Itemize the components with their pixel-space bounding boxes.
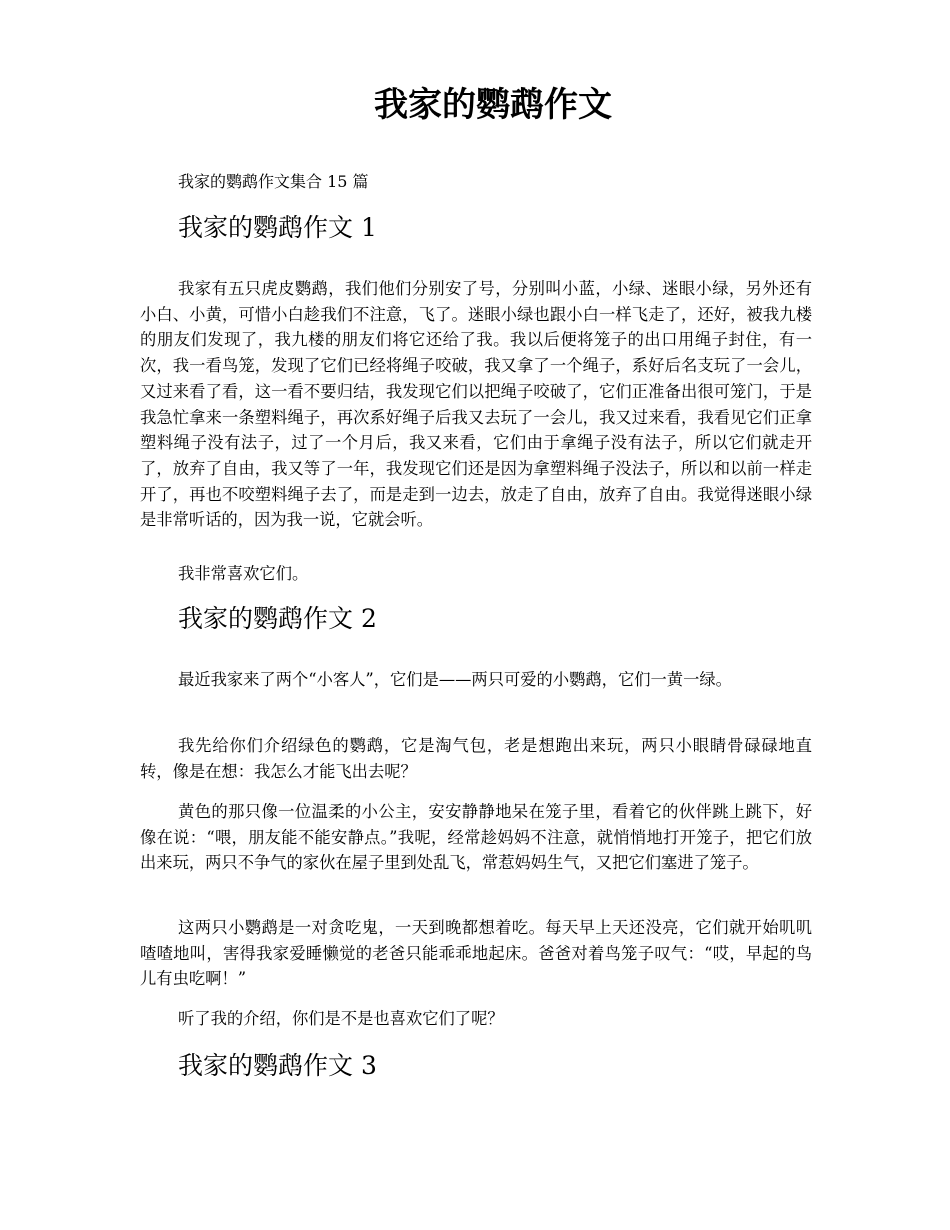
paragraph: 黄色的那只像一位温柔的小公主，安安静静地呆在笼子里，看着它的伙伴跳上跳下，好像在说：“喂，朋友能不能安静点。”我呢，经常趁妈妈不注意，就悄悄地打开笼子，把它们放出来玩，两只不争气的家伙在屋子里到处乱飞，常惹妈妈生气，又把它们塞进了笼子。 [140,802,812,873]
paragraph: 最近我家来了两个“小客人”，它们是——两只可爱的小鹦鹉，它们一黄一绿。 [178,670,732,689]
paragraph: 这两只小鹦鹉是一对贪吃鬼，一天到晚都想着吃。每天早上天还没亮，它们就开始叽叽喳喳地叫，害得我家爱睡懒觉的老爸只能乖乖地起床。爸爸对着鸟笼子叹气：“哎，早起的鸟儿有虫吃啊！” [140,918,812,989]
paragraph: 我先给你们介绍绿色的鹦鹉，它是淘气包，老是想跑出来玩，两只小眼睛骨碌碌地直转，像是在想：我怎么才能飞出去呢？ [140,736,812,781]
paragraph: 我非常喜欢它们。 [178,564,309,583]
document-subtitle: 我家的鹦鹉作文集合 15 篇 [178,172,369,191]
paragraph: 我家有五只虎皮鹦鹉，我们他们分别安了号，分别叫小蓝，小绿、迷眼小绿，另外还有小白、小黄，可惜小白趁我们不注意，飞了。迷眼小绿也跟小白一样飞走了，还好，被我九楼的朋友们发现了，我九楼的朋友们将它还给了我。我以后便将笼子的出口用绳子封住，有一次，我一看鸟笼，发现了它们已经将绳子咬破，我又拿了一个绳子，系好后名支玩了一会儿，又过来看了看，这一看不要归结，我发现它们以把绳子咬破了，它们正准备出很可笼门，于是我急忙拿来一条塑料绳子，再次系好绳子后我又去玩了一会儿，我又过来看，我看见它们正拿塑料绳子没有法子，过了一个月后，我又来看，它们由于拿绳子没有法子，所以它们就走开了，放弃了自由，我又等了一年，我发现它们还是因为拿塑料绳子没法子，所以和以前一样走开了，再也不咬塑料绳子去了，而是走到一边去，放走了自由，放弃了自由。我觉得迷眼小绿是非常听话的，因为我一说，它就会听。 [140,279,812,530]
section-heading-2: 我家的鹦鹉作文 2 [178,604,377,633]
section-heading-3: 我家的鹦鹉作文 3 [178,1051,377,1080]
paragraph: 听了我的介绍，你们是不是也喜欢它们了呢？ [178,1009,504,1028]
document-title: 我家的鹦鹉作文 [374,85,612,125]
section-heading-1: 我家的鹦鹉作文 1 [178,213,377,242]
